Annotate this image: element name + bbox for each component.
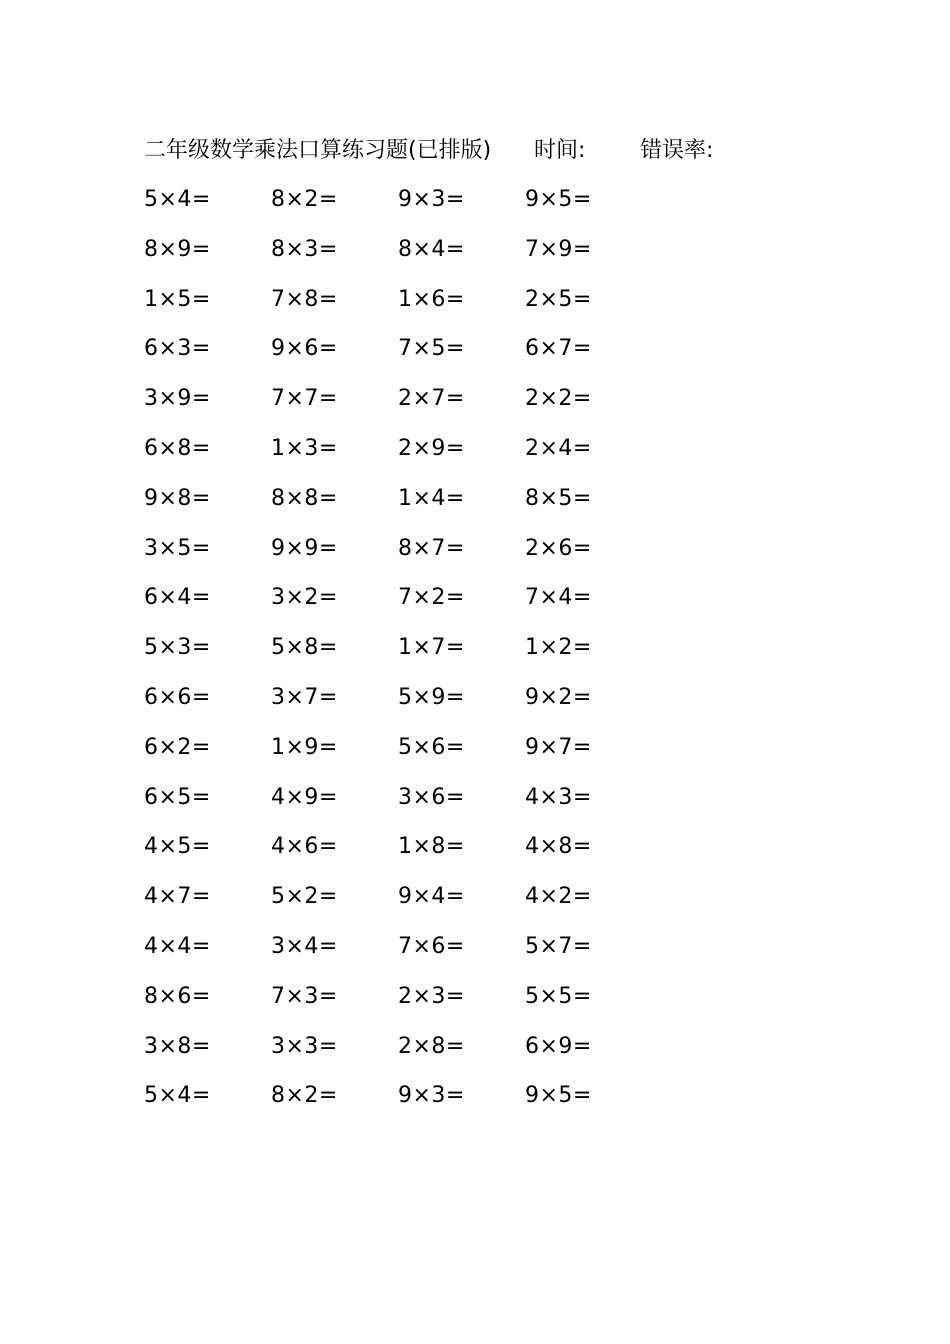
- problem-row: [144, 626, 664, 676]
- problem-row: [144, 178, 664, 228]
- multiplication-problem: 9×6=: [271, 336, 338, 362]
- multiplication-problem: 7×2=: [398, 585, 465, 611]
- multiplication-problem: 2×8=: [398, 1033, 465, 1059]
- problem-row: [144, 875, 664, 925]
- problem-row: [144, 825, 664, 875]
- multiplication-problem: 3×9=: [144, 386, 211, 412]
- problem-row: [144, 925, 664, 975]
- multiplication-problem: 8×2=: [271, 1083, 338, 1109]
- problem-row: [144, 776, 664, 826]
- multiplication-problem: 5×6=: [398, 734, 465, 760]
- multiplication-problem: 5×7=: [525, 933, 592, 959]
- multiplication-problem: 7×8=: [271, 286, 338, 312]
- multiplication-problem: 8×6=: [144, 983, 211, 1009]
- multiplication-problem: 5×3=: [144, 635, 211, 661]
- multiplication-problem: 9×3=: [398, 1083, 465, 1109]
- multiplication-problem: 1×7=: [398, 635, 465, 661]
- multiplication-problem: 5×5=: [525, 983, 592, 1009]
- multiplication-problem: 2×3=: [398, 983, 465, 1009]
- problem-grid: [144, 178, 664, 1124]
- error-rate-label: 错误率:: [640, 138, 714, 163]
- multiplication-problem: 5×4=: [144, 187, 211, 212]
- multiplication-problem: 2×5=: [525, 286, 592, 312]
- problem-row: [144, 477, 664, 527]
- multiplication-problem: 3×6=: [398, 784, 465, 810]
- multiplication-problem: 8×9=: [144, 236, 211, 262]
- problem-row: [144, 327, 664, 377]
- multiplication-problem: 5×4=: [144, 1083, 211, 1109]
- multiplication-problem: 3×8=: [144, 1033, 211, 1059]
- multiplication-problem: 1×2=: [525, 635, 592, 661]
- multiplication-problem: 9×4=: [398, 884, 465, 910]
- multiplication-problem: 6×6=: [144, 684, 211, 710]
- multiplication-problem: 1×3=: [271, 435, 338, 461]
- multiplication-problem: 7×4=: [525, 585, 592, 611]
- multiplication-problem: 1×5=: [144, 286, 211, 312]
- problem-row: [144, 676, 664, 726]
- multiplication-problem: 2×4=: [525, 435, 592, 461]
- problem-row: [144, 228, 664, 278]
- multiplication-problem: 9×7=: [525, 734, 592, 760]
- time-label: 时间:: [534, 138, 586, 163]
- multiplication-problem: 7×7=: [271, 386, 338, 412]
- multiplication-problem: 4×9=: [271, 784, 338, 810]
- problem-row: [144, 1074, 664, 1124]
- multiplication-problem: 8×4=: [398, 236, 465, 262]
- multiplication-problem: 2×6=: [525, 535, 592, 561]
- multiplication-problem: 6×8=: [144, 435, 211, 461]
- multiplication-problem: 1×9=: [271, 734, 338, 760]
- multiplication-problem: 6×3=: [144, 336, 211, 362]
- multiplication-problem: 6×9=: [525, 1033, 592, 1059]
- multiplication-problem: 7×3=: [271, 983, 338, 1009]
- multiplication-problem: 8×7=: [398, 535, 465, 561]
- multiplication-problem: 9×3=: [398, 187, 465, 212]
- multiplication-problem: 6×5=: [144, 784, 211, 810]
- multiplication-problem: 1×4=: [398, 485, 465, 511]
- multiplication-problem: 1×8=: [398, 834, 465, 860]
- multiplication-problem: 2×2=: [525, 386, 592, 412]
- worksheet-header: [144, 134, 844, 168]
- multiplication-problem: 8×3=: [271, 236, 338, 262]
- multiplication-problem: 3×3=: [271, 1033, 338, 1059]
- multiplication-problem: 2×7=: [398, 386, 465, 412]
- multiplication-problem: 3×4=: [271, 933, 338, 959]
- multiplication-problem: 3×7=: [271, 684, 338, 710]
- multiplication-problem: 9×5=: [525, 187, 592, 212]
- multiplication-problem: 4×5=: [144, 834, 211, 860]
- multiplication-problem: 7×6=: [398, 933, 465, 959]
- multiplication-problem: 9×2=: [525, 684, 592, 710]
- multiplication-problem: 2×9=: [398, 435, 465, 461]
- problem-row: [144, 427, 664, 477]
- multiplication-problem: 6×7=: [525, 336, 592, 362]
- multiplication-problem: 1×6=: [398, 286, 465, 312]
- problem-row: [144, 527, 664, 577]
- multiplication-problem: 8×8=: [271, 485, 338, 511]
- multiplication-problem: 4×3=: [525, 784, 592, 810]
- multiplication-problem: 4×7=: [144, 884, 211, 910]
- worksheet-title: 二年级数学乘法口算练习题(已排版): [144, 138, 492, 163]
- problem-row: [144, 975, 664, 1025]
- multiplication-problem: 8×5=: [525, 485, 592, 511]
- multiplication-problem: 5×8=: [271, 635, 338, 661]
- multiplication-problem: 4×2=: [525, 884, 592, 910]
- multiplication-problem: 7×9=: [525, 236, 592, 262]
- multiplication-problem: 5×9=: [398, 684, 465, 710]
- multiplication-problem: 7×5=: [398, 336, 465, 362]
- multiplication-problem: 9×5=: [525, 1083, 592, 1109]
- multiplication-problem: 5×2=: [271, 884, 338, 910]
- multiplication-problem: 3×2=: [271, 585, 338, 611]
- multiplication-problem: 8×2=: [271, 187, 338, 212]
- multiplication-problem: 9×9=: [271, 535, 338, 561]
- multiplication-problem: 4×8=: [525, 834, 592, 860]
- multiplication-problem: 6×2=: [144, 734, 211, 760]
- problem-row: [144, 1025, 664, 1075]
- problem-row: [144, 576, 664, 626]
- problem-row: [144, 726, 664, 776]
- problem-row: [144, 377, 664, 427]
- multiplication-problem: 6×4=: [144, 585, 211, 611]
- multiplication-problem: 4×4=: [144, 933, 211, 959]
- multiplication-problem: 3×5=: [144, 535, 211, 561]
- multiplication-problem: 4×6=: [271, 834, 338, 860]
- problem-row: [144, 278, 664, 328]
- multiplication-problem: 9×8=: [144, 485, 211, 511]
